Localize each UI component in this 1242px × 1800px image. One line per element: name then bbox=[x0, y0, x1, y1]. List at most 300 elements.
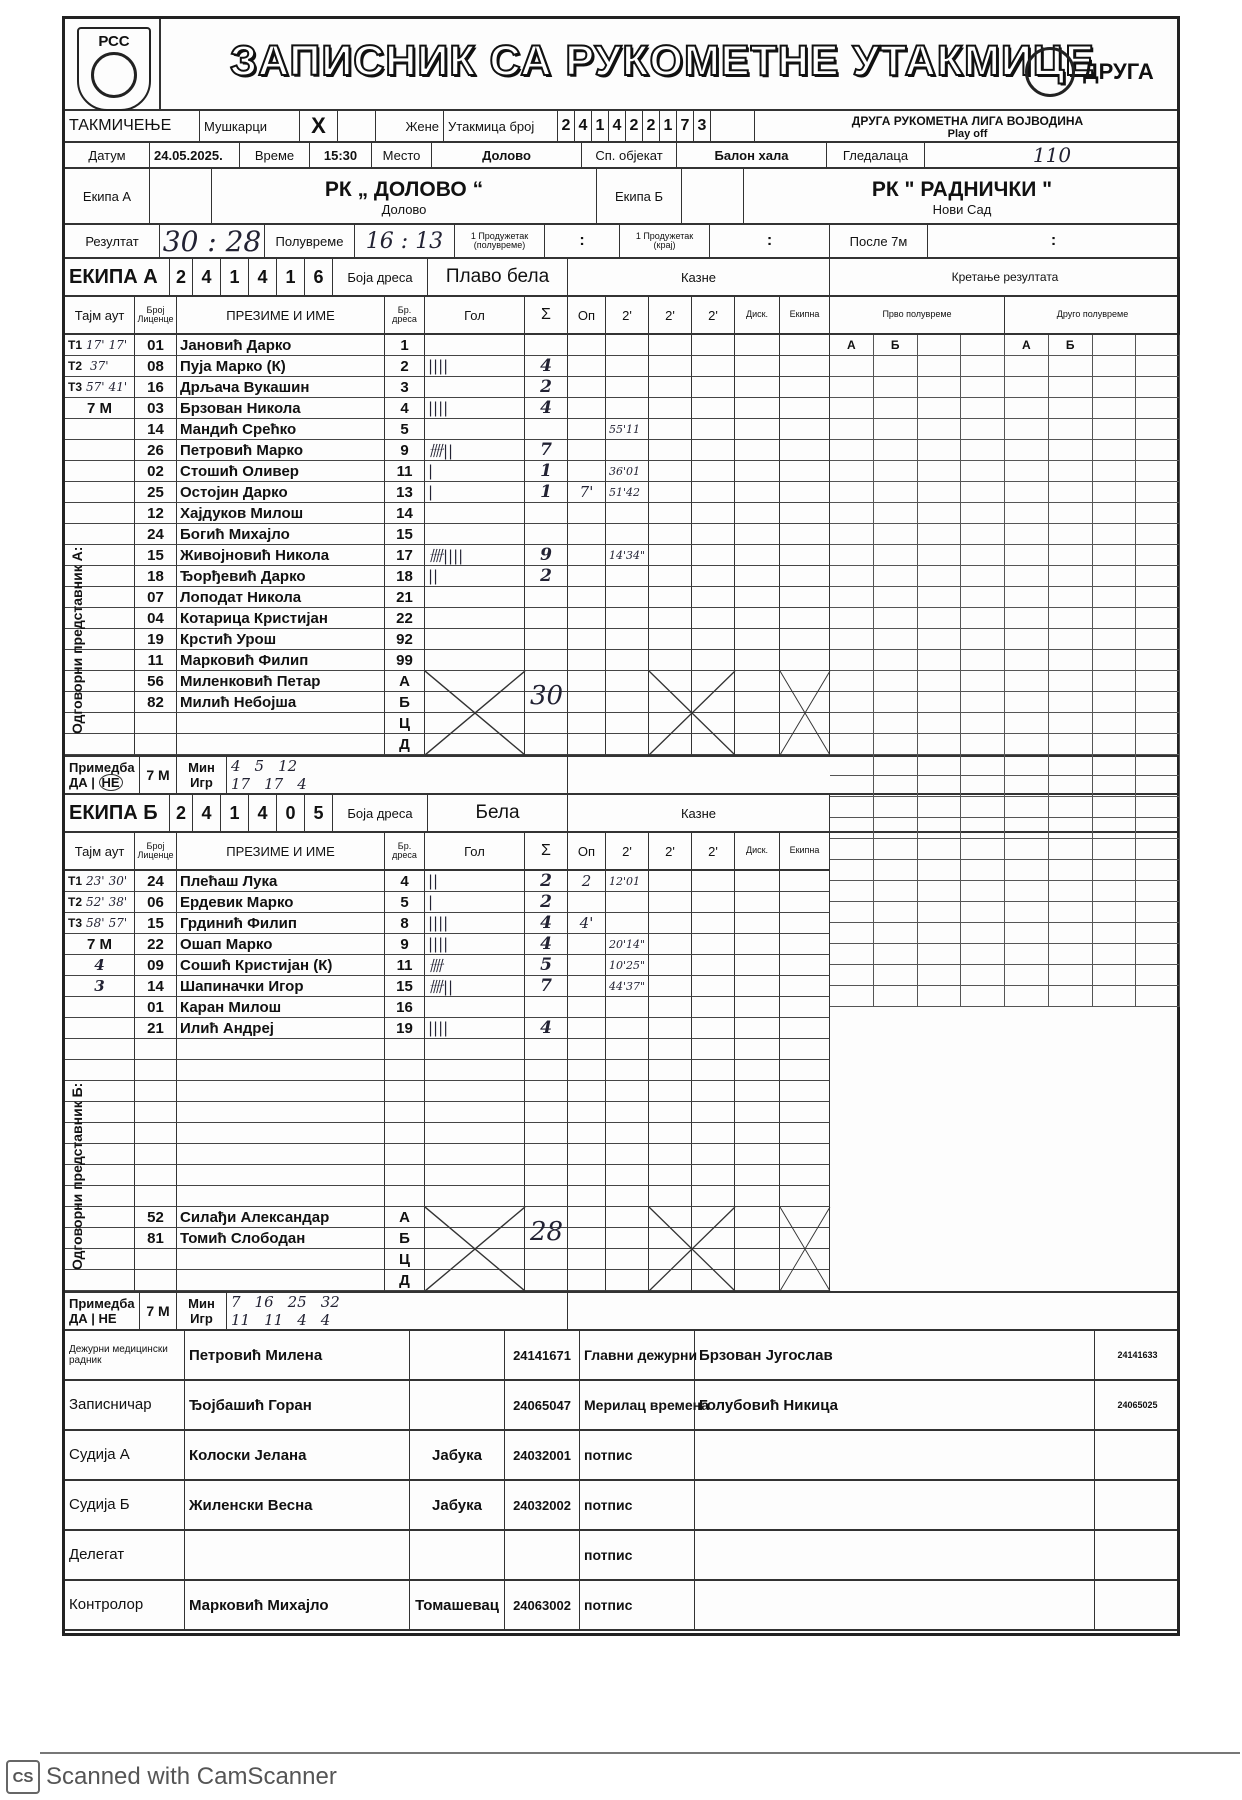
player-name: Стошић Оливер bbox=[177, 461, 385, 482]
player-licence bbox=[135, 1249, 177, 1270]
player-2min bbox=[606, 1123, 649, 1144]
player-licence: 82 bbox=[135, 692, 177, 713]
table-row: 7 М 22 Ошап Марко 9 |||| 4 20'14" bbox=[65, 934, 830, 955]
official-name: Марковић Михајло bbox=[185, 1581, 410, 1629]
player-name: Грдинић Филип bbox=[177, 913, 385, 934]
timeout-cell: Т3 57' 41' bbox=[65, 377, 135, 398]
player-jersey: 14 bbox=[385, 503, 425, 524]
date-value: 24.05.2025. bbox=[150, 143, 240, 167]
penalties-label-a: Казне bbox=[568, 259, 830, 295]
player-licence: 14 bbox=[135, 976, 177, 997]
team-a-header: ЕКИПА А 2 4 1 4 1 6 Боја дреса Плаво бела Казне Кретање резултата bbox=[65, 259, 1177, 297]
player-licence bbox=[135, 1039, 177, 1060]
player-warning bbox=[568, 1060, 606, 1081]
official-city: Томашевац bbox=[410, 1581, 505, 1629]
table-row bbox=[65, 335, 830, 356]
score-progress-grid: А Б А Б bbox=[830, 335, 1180, 1015]
official-row bbox=[65, 1431, 1177, 1481]
player-goal-sum: 4 bbox=[525, 934, 568, 955]
player-name bbox=[177, 1123, 385, 1144]
player-goals bbox=[425, 1186, 525, 1207]
official-role: Дежурни медицински радник bbox=[65, 1331, 185, 1379]
player-goals bbox=[425, 1081, 525, 1102]
player-name bbox=[177, 1186, 385, 1207]
result-label: Резултат bbox=[65, 225, 160, 257]
player-2min bbox=[606, 1186, 649, 1207]
player-name: Ђорђевић Дарко bbox=[177, 566, 385, 587]
official-role-2: Главни дежурни bbox=[580, 1331, 695, 1379]
player-name bbox=[177, 1249, 385, 1270]
player-goal-sum: 4 bbox=[525, 1018, 568, 1039]
player-name: Пуја Марко (К) bbox=[177, 356, 385, 377]
table-row bbox=[65, 1123, 830, 1144]
player-jersey: 11 bbox=[385, 955, 425, 976]
official-role-2: потпис bbox=[580, 1431, 695, 1479]
player-name: Марковић Филип bbox=[177, 650, 385, 671]
timeout-cell: Т3 58' 57' bbox=[65, 913, 135, 934]
federation-logo bbox=[77, 27, 151, 111]
match-report-sheet bbox=[62, 16, 1180, 1636]
player-goals: | bbox=[425, 461, 525, 482]
player-jersey bbox=[385, 1039, 425, 1060]
official-licence-2 bbox=[1095, 1531, 1180, 1579]
player-goal-sum bbox=[525, 997, 568, 1018]
player-jersey: 15 bbox=[385, 524, 425, 545]
player-2min bbox=[606, 566, 649, 587]
representative-label: Одговорни представник А: bbox=[69, 546, 85, 734]
player-licence bbox=[135, 1186, 177, 1207]
team-b-name: РК " РАДНИЧКИ " bbox=[871, 177, 1053, 201]
crossed-box bbox=[780, 1207, 830, 1291]
player-warning bbox=[568, 1207, 606, 1228]
ot2-value: : bbox=[710, 225, 830, 257]
player-jersey: 18 bbox=[385, 566, 425, 587]
timeout-cell: Т1 17' 17' bbox=[65, 335, 135, 356]
player-warning bbox=[568, 335, 606, 356]
player-2min bbox=[606, 440, 649, 461]
player-warning bbox=[568, 1081, 606, 1102]
competition-label: ТАКМИЧЕЊЕ bbox=[65, 111, 200, 141]
player-goal-sum bbox=[525, 650, 568, 671]
player-licence: 26 bbox=[135, 440, 177, 461]
player-jersey: 5 bbox=[385, 419, 425, 440]
table-row bbox=[65, 524, 830, 545]
player-licence: 02 bbox=[135, 461, 177, 482]
table-row bbox=[65, 419, 830, 440]
official-role: Контролор bbox=[65, 1581, 185, 1629]
player-2min: 44'37" bbox=[606, 976, 649, 997]
date-row bbox=[65, 143, 1177, 169]
federation-logo-text: РСС bbox=[98, 33, 130, 50]
team-b-7m-records: 7 16 25 32 11 11 4 4 bbox=[227, 1293, 568, 1329]
spectators-label: Гледалаца bbox=[827, 143, 925, 167]
player-name: Сошић Кристијан (К) bbox=[177, 955, 385, 976]
player-2min bbox=[606, 356, 649, 377]
player-jersey: 5 bbox=[385, 892, 425, 913]
place-value: Долово bbox=[432, 143, 582, 167]
player-jersey: 19 bbox=[385, 1018, 425, 1039]
league-logo: ДРУГА bbox=[1025, 47, 1154, 97]
player-licence: 08 bbox=[135, 356, 177, 377]
player-licence: 52 bbox=[135, 1207, 177, 1228]
player-jersey bbox=[385, 1165, 425, 1186]
official-city bbox=[410, 1381, 505, 1429]
player-goal-sum: 5 bbox=[525, 955, 568, 976]
player-licence bbox=[135, 713, 177, 734]
table-row bbox=[65, 587, 830, 608]
official-name-2 bbox=[695, 1531, 1095, 1579]
player-licence bbox=[135, 1270, 177, 1291]
table-row bbox=[65, 1165, 830, 1186]
player-goal-sum bbox=[525, 503, 568, 524]
player-warning bbox=[568, 955, 606, 976]
player-goals bbox=[425, 503, 525, 524]
player-2min bbox=[606, 892, 649, 913]
player-jersey bbox=[385, 1081, 425, 1102]
player-licence: 16 bbox=[135, 377, 177, 398]
player-warning bbox=[568, 377, 606, 398]
jersey-color-label-a: Боја дреса bbox=[333, 259, 428, 295]
official-name: Жиленски Весна bbox=[185, 1481, 410, 1529]
player-licence: 04 bbox=[135, 608, 177, 629]
player-name bbox=[177, 1102, 385, 1123]
after7-label: После 7м bbox=[830, 225, 928, 257]
table-row bbox=[65, 482, 830, 503]
page-title: ЗАПИСНИК СА РУКОМЕТНЕ УТАКМИЦЕ bbox=[230, 37, 1095, 85]
men-label: Мушкарци bbox=[200, 111, 300, 141]
player-name: Силађи Александар bbox=[177, 1207, 385, 1228]
team-a-columns: Тајм аут Број Лиценце ПРЕЗИМЕ И ИМЕ Бр. дреса Гол Σ Оп 2' 2' 2' Диск. Екипна Прво полувреме Друго полувреме bbox=[65, 297, 1177, 335]
player-name: Каран Милош bbox=[177, 997, 385, 1018]
player-jersey: Ц bbox=[385, 713, 425, 734]
player-2min bbox=[606, 1102, 649, 1123]
player-licence: 25 bbox=[135, 482, 177, 503]
player-name: Дрљача Вукашин bbox=[177, 377, 385, 398]
player-goals: 卌|||| bbox=[425, 545, 525, 566]
teams-row bbox=[65, 169, 1177, 225]
crossed-box bbox=[780, 671, 830, 755]
player-goals bbox=[425, 587, 525, 608]
table-row bbox=[65, 608, 830, 629]
official-licence: 24032001 bbox=[505, 1431, 580, 1479]
player-name bbox=[177, 1270, 385, 1291]
after7-value: : bbox=[928, 225, 1180, 257]
player-2min: 55'11 bbox=[606, 419, 649, 440]
officials-table bbox=[65, 1331, 1177, 1636]
player-goal-sum bbox=[525, 1144, 568, 1165]
player-licence: 14 bbox=[135, 419, 177, 440]
player-2min bbox=[606, 650, 649, 671]
official-role: Судија Б bbox=[65, 1481, 185, 1529]
venue-label: Сп. објекат bbox=[582, 143, 677, 167]
player-warning bbox=[568, 1102, 606, 1123]
half-value: 16 : 13 bbox=[355, 225, 455, 257]
jersey-color-b: Бела bbox=[428, 795, 568, 831]
official-licence: 24141671 bbox=[505, 1331, 580, 1379]
progress-label: Кретање резултата bbox=[951, 270, 1059, 284]
player-name bbox=[177, 1165, 385, 1186]
player-licence bbox=[135, 1060, 177, 1081]
seven-m-note: 4 bbox=[65, 955, 135, 976]
player-licence: 56 bbox=[135, 671, 177, 692]
table-row bbox=[65, 377, 830, 398]
official-licence-2 bbox=[1095, 1431, 1180, 1479]
player-goal-sum: 9 bbox=[525, 545, 568, 566]
penalties-label-b: Казне bbox=[568, 795, 830, 831]
player-warning: 2 bbox=[568, 871, 606, 892]
player-2min bbox=[606, 1081, 649, 1102]
player-licence bbox=[135, 1081, 177, 1102]
player-name: Ердевик Марко bbox=[177, 892, 385, 913]
table-row bbox=[65, 1144, 830, 1165]
official-row bbox=[65, 1481, 1177, 1531]
player-licence: 12 bbox=[135, 503, 177, 524]
table-row bbox=[65, 356, 830, 377]
player-goal-sum: 4 bbox=[525, 913, 568, 934]
player-jersey bbox=[385, 1144, 425, 1165]
player-licence bbox=[135, 734, 177, 755]
player-warning bbox=[568, 671, 606, 692]
table-row: 7 М 03 Брзован Никола 4 |||| 4 bbox=[65, 398, 830, 419]
title-row bbox=[65, 19, 1177, 111]
table-row bbox=[65, 976, 830, 997]
player-warning bbox=[568, 650, 606, 671]
player-goal-sum: 7 bbox=[525, 976, 568, 997]
league-ball-icon bbox=[1025, 47, 1075, 97]
player-goal-sum bbox=[525, 1186, 568, 1207]
player-2min bbox=[606, 587, 649, 608]
player-licence: 18 bbox=[135, 566, 177, 587]
player-2min bbox=[606, 377, 649, 398]
player-goal-sum: 2 bbox=[525, 871, 568, 892]
ot1-label: 1 Продужетак (полувреме) bbox=[455, 225, 545, 257]
player-name: Богић Михајло bbox=[177, 524, 385, 545]
player-2min bbox=[606, 503, 649, 524]
player-warning bbox=[568, 356, 606, 377]
player-name: Лоподат Никола bbox=[177, 587, 385, 608]
player-name: Мандић Срећко bbox=[177, 419, 385, 440]
player-name: Плећаш Лука bbox=[177, 871, 385, 892]
player-goal-sum bbox=[525, 1123, 568, 1144]
time-label: Време bbox=[240, 143, 310, 167]
official-row bbox=[65, 1531, 1177, 1581]
table-row bbox=[65, 871, 830, 892]
official-row bbox=[65, 1381, 1177, 1431]
player-warning bbox=[568, 419, 606, 440]
crossed-box bbox=[649, 1207, 735, 1291]
player-goals: |||| bbox=[425, 1018, 525, 1039]
league-name: ДРУГА РУКОМЕТНА ЛИГА ВОЈВОДИНА bbox=[851, 114, 1084, 128]
official-name-2 bbox=[695, 1431, 1095, 1479]
player-name: Хајдуков Милош bbox=[177, 503, 385, 524]
team-b-city: Нови Сад bbox=[932, 201, 992, 217]
player-goals: |||| bbox=[425, 398, 525, 419]
official-role-2: потпис bbox=[580, 1581, 695, 1629]
player-licence: 07 bbox=[135, 587, 177, 608]
player-2min bbox=[606, 1207, 649, 1228]
official-licence-2: 24141633 bbox=[1117, 1350, 1158, 1360]
player-jersey: 16 bbox=[385, 997, 425, 1018]
team-b-title: ЕКИПА Б bbox=[65, 795, 170, 831]
player-name: Јановић Дарко bbox=[177, 335, 385, 356]
player-licence: 15 bbox=[135, 913, 177, 934]
player-warning bbox=[568, 524, 606, 545]
player-warning bbox=[568, 1039, 606, 1060]
player-jersey bbox=[385, 1186, 425, 1207]
player-licence bbox=[135, 1102, 177, 1123]
player-warning bbox=[568, 713, 606, 734]
player-licence: 81 bbox=[135, 1228, 177, 1249]
player-goal-sum bbox=[525, 1249, 568, 1270]
player-2min bbox=[606, 1270, 649, 1291]
crossed-box bbox=[649, 671, 735, 755]
official-licence: 24063002 bbox=[505, 1581, 580, 1629]
competition-row: ТАКМИЧЕЊЕ Мушкарци X Жене Утакмица број 2 4 1 4 2 2 1 7 3 ДРУГА РУКОМЕТНА ЛИГА ВОЈВОДИНА Play off bbox=[65, 111, 1177, 143]
player-licence: 19 bbox=[135, 629, 177, 650]
player-warning bbox=[568, 1018, 606, 1039]
player-goals bbox=[425, 1123, 525, 1144]
player-name bbox=[177, 1060, 385, 1081]
player-2min: 36'01 bbox=[606, 461, 649, 482]
table-row bbox=[65, 913, 830, 934]
player-warning: 4' bbox=[568, 913, 606, 934]
player-warning bbox=[568, 545, 606, 566]
player-goal-sum: 4 bbox=[525, 356, 568, 377]
player-goal-sum: 1 bbox=[525, 482, 568, 503]
player-goals bbox=[425, 1039, 525, 1060]
player-goals bbox=[425, 1060, 525, 1081]
player-jersey: А bbox=[385, 1207, 425, 1228]
ot2-label: 1 Продужетак (крај) bbox=[620, 225, 710, 257]
team-b-header: ЕКИПА Б 2 4 1 4 0 5 Боја дреса Бела Казне bbox=[65, 795, 1177, 833]
player-2min: 12'01 bbox=[606, 871, 649, 892]
table-row bbox=[65, 955, 830, 976]
timeout-cell: Т2 52' 38' bbox=[65, 892, 135, 913]
result-value: 30 : 28 bbox=[160, 225, 265, 257]
table-row bbox=[65, 1039, 830, 1060]
player-warning bbox=[568, 997, 606, 1018]
player-goals bbox=[425, 1144, 525, 1165]
player-2min: 14'34" bbox=[606, 545, 649, 566]
player-goal-sum: 4 bbox=[525, 398, 568, 419]
player-goal-sum: 2 bbox=[525, 377, 568, 398]
player-warning bbox=[568, 1270, 606, 1291]
official-role: Записничар bbox=[65, 1381, 185, 1429]
player-name: Крстић Урош bbox=[177, 629, 385, 650]
team-b-columns: Тајм аут Број Лиценце ПРЕЗИМЕ И ИМЕ Бр. дреса Гол Σ Оп 2' 2' 2' Диск. Екипна bbox=[65, 833, 830, 871]
player-2min bbox=[606, 524, 649, 545]
player-2min bbox=[606, 692, 649, 713]
jersey-color-a: Плаво бела bbox=[428, 259, 568, 295]
player-goals bbox=[425, 629, 525, 650]
player-warning bbox=[568, 608, 606, 629]
player-warning bbox=[568, 587, 606, 608]
team-a-name: РК „ ДОЛОВО “ bbox=[324, 177, 484, 201]
player-name: Брзован Никола bbox=[177, 398, 385, 419]
player-licence bbox=[135, 1123, 177, 1144]
player-goal-sum bbox=[525, 1102, 568, 1123]
table-row bbox=[65, 440, 830, 461]
official-name bbox=[185, 1531, 410, 1579]
player-name: Живојновић Никола bbox=[177, 545, 385, 566]
women-label: Жене bbox=[376, 111, 444, 141]
player-2min bbox=[606, 1228, 649, 1249]
player-jersey: 3 bbox=[385, 377, 425, 398]
player-2min bbox=[606, 671, 649, 692]
player-2min bbox=[606, 335, 649, 356]
player-warning bbox=[568, 976, 606, 997]
player-name: Ошап Марко bbox=[177, 934, 385, 955]
venue-value: Балон хала bbox=[677, 143, 827, 167]
player-warning bbox=[568, 629, 606, 650]
player-goals bbox=[425, 608, 525, 629]
player-goal-sum: 2 bbox=[525, 566, 568, 587]
team-a-label: Екипа А bbox=[65, 169, 150, 223]
player-goals: |||| bbox=[425, 934, 525, 955]
date-label: Датум bbox=[65, 143, 150, 167]
official-name: Петровић Милена bbox=[185, 1331, 410, 1379]
ball-icon bbox=[91, 52, 137, 98]
representative-label: Одговорни представник Б: bbox=[69, 1082, 85, 1270]
player-goals bbox=[425, 419, 525, 440]
player-goals bbox=[425, 1165, 525, 1186]
player-warning bbox=[568, 566, 606, 587]
team-total: 30 bbox=[529, 681, 564, 711]
player-licence: 15 bbox=[135, 545, 177, 566]
official-role: Судија А bbox=[65, 1431, 185, 1479]
official-licence bbox=[505, 1531, 580, 1579]
player-jersey: А bbox=[385, 671, 425, 692]
official-name-2: Брзован Југослав bbox=[695, 1331, 1095, 1379]
official-city bbox=[410, 1531, 505, 1579]
table-row bbox=[65, 1081, 830, 1102]
crossed-box bbox=[425, 1207, 525, 1291]
player-2min bbox=[606, 1039, 649, 1060]
player-2min bbox=[606, 629, 649, 650]
player-licence: 24 bbox=[135, 871, 177, 892]
official-city bbox=[410, 1331, 505, 1379]
men-mark: X bbox=[300, 111, 338, 141]
player-goal-sum bbox=[525, 1060, 568, 1081]
player-goals: |||| bbox=[425, 356, 525, 377]
player-warning bbox=[568, 892, 606, 913]
player-warning bbox=[568, 440, 606, 461]
player-name bbox=[177, 1081, 385, 1102]
official-name-2 bbox=[695, 1581, 1095, 1629]
official-role-2: Мерилац времена bbox=[580, 1381, 695, 1429]
jersey-color-label-b: Боја дреса bbox=[333, 795, 428, 831]
player-warning bbox=[568, 1144, 606, 1165]
player-name: Илић Андреј bbox=[177, 1018, 385, 1039]
table-row bbox=[65, 566, 830, 587]
player-name: Томић Слободан bbox=[177, 1228, 385, 1249]
table-row bbox=[65, 997, 830, 1018]
result-row bbox=[65, 225, 1177, 259]
player-goals: 卌|| bbox=[425, 440, 525, 461]
table-row bbox=[65, 892, 830, 913]
player-jersey: 4 bbox=[385, 871, 425, 892]
table-row bbox=[65, 650, 830, 671]
player-goals: || bbox=[425, 566, 525, 587]
player-licence: 06 bbox=[135, 892, 177, 913]
player-jersey: 22 bbox=[385, 608, 425, 629]
player-warning: 7' bbox=[568, 482, 606, 503]
player-goal-sum bbox=[525, 713, 568, 734]
table-row bbox=[65, 1060, 830, 1081]
official-name: Колоски Јелана bbox=[185, 1431, 410, 1479]
player-goal-sum bbox=[525, 587, 568, 608]
player-goals: | bbox=[425, 892, 525, 913]
